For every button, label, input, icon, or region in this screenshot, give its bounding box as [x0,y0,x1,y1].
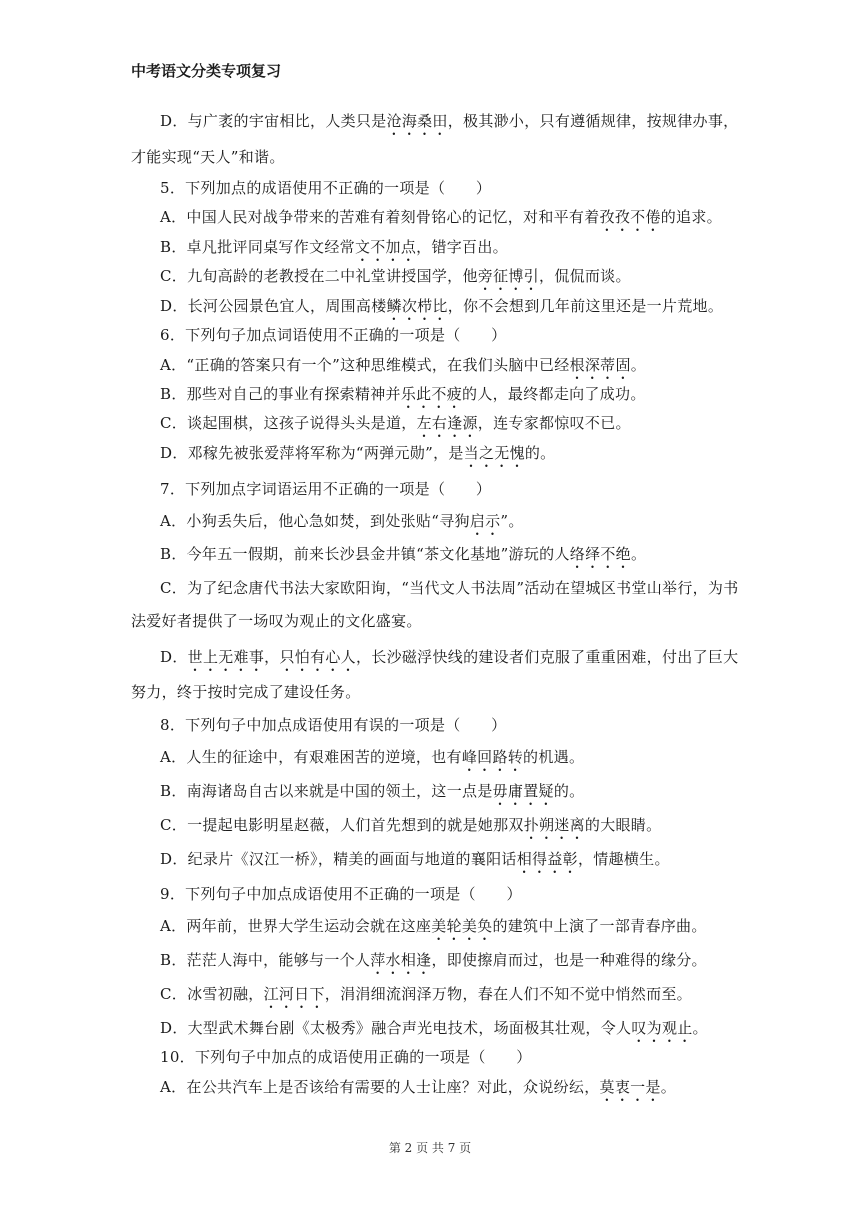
text-segment: B．今年五一假期，前来长沙县金井镇“茶文化基地”游玩的人 [160,545,570,563]
text-line [160,1046,532,1067]
emphasized-phrase: 毋庸置疑 [492,782,554,800]
text-segment: D．与广袤的宇宙相比，人类只是 [160,112,387,130]
emphasized-phrase: 相得益彰 [516,850,578,868]
text-line [160,206,722,235]
text-segment: ， [264,648,280,666]
text-line [160,177,491,198]
emphasized-phrase: 络绎不绝 [569,545,631,563]
emphasized-phrase: 美轮美奂 [431,917,493,935]
text-segment: 6．下列句子加点词语使用不正确的一项是（ ） [160,326,507,344]
emphasized-phrase: 扑朔迷离 [523,816,585,834]
text-segment: 5．下列加点的成语使用不正确的一项是（ ） [160,179,492,197]
text-segment: C．九旬高龄的老教授在二中礼堂讲授国学，他 [160,267,478,285]
emphasized-phrase: 当之无愧 [463,444,525,462]
text-line [160,110,738,139]
text-segment: D．大型武术舞台剧《太极秀》融合声光电技术，场面极其壮观，令人 [160,1019,632,1037]
emphasized-phrase: 孜孜不倦 [599,208,661,226]
text-segment: D．纪录片《汉江一桥》，精美的画面与地道的襄阳话 [160,850,517,868]
emphasized-phrase: 左右逢源 [416,414,478,432]
text-segment: 。 [692,1019,708,1037]
text-segment: 的。 [524,444,556,462]
emphasized-phrase: 鳞次栉比 [386,297,448,315]
text-segment: ，即使擦肩而过，也是一种难得的缘分。 [431,951,707,969]
text-line [160,983,692,1012]
text-segment: 10．下列句子中加点的成语使用正确的一项是（ ） [160,1048,532,1066]
text-segment: 。 [630,356,647,374]
text-segment: 8．下列句子中加点成语使用有误的一项是（ ） [160,716,507,734]
text-segment: ”。 [500,512,524,530]
text-segment: 9．下列句子中加点成语使用不正确的一项是（ ） [160,885,522,903]
emphasized-phrase: 莫衷一是 [599,1078,661,1096]
text-line [160,746,584,775]
text-segment: A．在公共汽车上是否该给有需要的人士让座？对此，众说纷纭， [160,1078,600,1096]
text-line [160,1076,676,1105]
text-line [160,883,522,904]
text-segment: 才能实现“天人”和谐。 [131,148,285,166]
text-line [131,681,361,702]
text-segment: 的大眼睛。 [584,816,662,834]
text-segment: C．为了纪念唐代书法大家欧阳询，“当代文人书法周”活动在望城区书堂山举行，为书 [160,579,739,597]
text-segment: 的机遇。 [523,748,585,766]
text-segment: D．长河公园景色宜人，周围高楼 [160,297,387,315]
text-segment: 。 [660,1078,677,1096]
text-line [160,236,508,265]
text-segment: ，长沙磁浮快线的建设者们克服了重重困难，付出了巨大 [355,648,739,666]
text-line [160,265,631,294]
text-line [160,714,506,735]
text-segment: 的建筑中上演了一部青春序曲。 [492,917,707,935]
text-line [160,915,707,944]
text-line [131,146,285,167]
text-segment: ，错字百出。 [416,238,508,256]
emphasized-phrase: 萍水相逢 [370,951,432,969]
emphasized-phrase: 峰回路转 [461,748,524,766]
emphasized-phrase: 叹为观止 [631,1019,693,1037]
text-segment: 的追求。 [660,208,722,226]
text-segment: A．中国人民对战争带来的苦难有着刻骨铭心的记忆，对和平有着 [160,208,600,226]
text-line [160,354,646,383]
text-segment: B．茫茫人海中，能够与一个人 [160,951,371,969]
text-line [160,442,555,471]
text-line [131,610,422,631]
text-line [160,324,506,345]
text-segment: A．“正确的答案只有一个”这种思维模式，在我们头脑中已经 [160,356,570,374]
text-segment: ，连专家都惊叹不已。 [477,414,631,432]
emphasized-phrase: 根深蒂固 [569,356,631,374]
text-segment: 法爱好者提供了一场叹为观止的文化盛宴。 [131,612,422,630]
text-segment: ，你不会想到几年前这里还是一片荒地。 [447,297,724,315]
emphasized-phrase: 江河日下 [263,985,325,1003]
text-line [160,510,524,539]
text-line [160,646,739,675]
text-segment: 的。 [553,782,585,800]
text-segment: A．小狗丢失后，他心急如焚，到处张贴“寻狗 [160,512,470,530]
emphasized-phrase: 文不加点 [354,238,417,256]
text-segment: C．一提起电影明星赵薇，人们首先想到的就是她那双 [160,816,524,834]
text-segment: C．谈起围棋，这孩子说得头头是道， [160,414,417,432]
text-line [160,412,631,441]
text-line [160,295,723,324]
emphasized-phrase: 只怕有心人 [279,648,356,666]
text-segment: D． [160,648,188,666]
text-line [160,383,646,412]
text-segment: C．冰雪初融， [160,985,264,1003]
text-segment: 。 [630,545,647,563]
text-segment: B．那些对自己的事业有探索精神并 [160,385,401,403]
text-segment: 的人，最终都走向了成功。 [462,385,646,403]
text-segment: 7．下列加点字词语运用不正确的一项是（ ） [160,480,492,498]
text-line [160,543,646,572]
text-segment: 努力，终于按时完成了建设任务。 [131,683,361,701]
emphasized-phrase: 旁征博引 [477,267,539,285]
text-segment: A．人生的征途中，有艰难困苦的逆境，也有 [160,748,462,766]
page-footer: 第 2 页 共 7 页 [388,1141,472,1155]
text-segment: ，极其渺小，只有遵循规律，按规律办事， [447,112,739,130]
text-line [160,848,670,877]
emphasized-phrase: 世上无难事 [187,648,265,666]
text-line [160,780,584,809]
text-line [160,814,661,843]
emphasized-phrase: 乐此不疲 [400,385,463,403]
text-segment: B．卓凡批评同桌写作文经常 [160,238,355,256]
text-segment: D．邓稼先被张爱萍将军称为“两弹元勋”，是 [160,444,464,462]
text-segment: ，涓涓细流润泽万物，春在人们不知不觉中悄然而至。 [324,985,692,1003]
emphasized-phrase: 沧海桑田 [386,112,448,130]
text-line [160,1017,708,1046]
emphasized-phrase: 启示 [469,512,501,530]
text-line [160,577,739,598]
text-line [160,478,491,499]
text-segment: ，情趣横生。 [577,850,670,868]
text-line [160,949,707,978]
text-segment: ，侃侃而谈。 [538,267,631,285]
text-segment: B．南海诸岛自古以来就是中国的领土，这一点是 [160,782,493,800]
text-segment: A．两年前，世界大学生运动会就在这座 [160,917,432,935]
page-header: 中考语文分类专项复习 [131,62,282,80]
